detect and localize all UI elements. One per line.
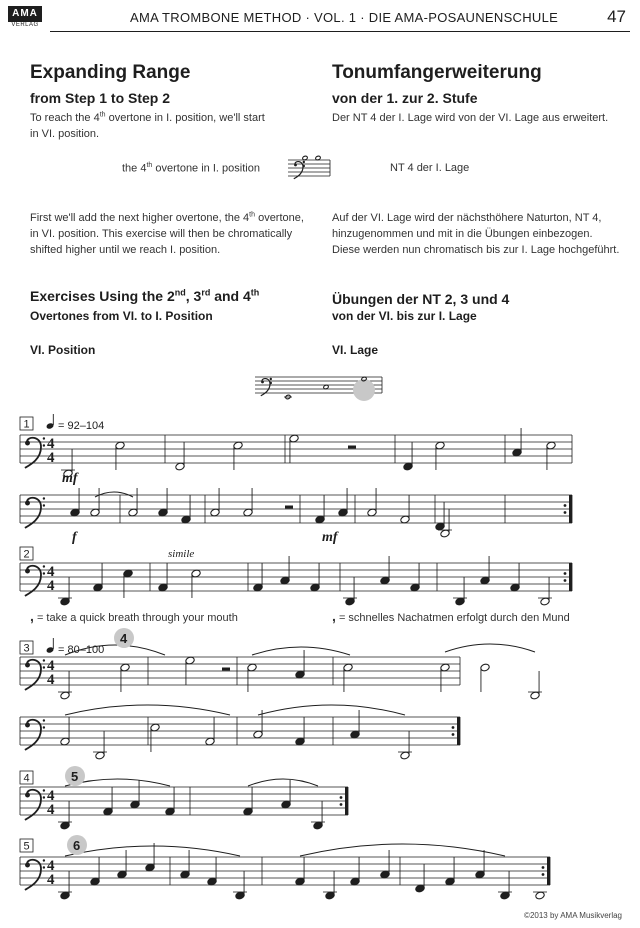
final-barline: [345, 787, 348, 815]
simile-mark: simile: [168, 548, 195, 560]
slur: [248, 779, 318, 786]
slur: [65, 705, 230, 715]
bass-clef-dot: [43, 659, 45, 661]
position-badge-4-label: 4: [120, 631, 128, 646]
note-caption-de: NT 4 der I. Lage: [390, 162, 470, 174]
paragraph-2-de: Auf der VI. Lage wird der nächsthöhere Naturton, NT 4, hinzugenommen und mit in die Übungen einbezogen. Diese werden nun chromatisch bis zur I. Lage hochgeführt.: [332, 212, 620, 256]
bass-clef-dot: [25, 441, 30, 446]
paragraph-2-en: First we'll add the next higher overtone, the 4th overtone, in VI. position. This exercise will then be chromatically shifted higher until we reach I. position.: [30, 211, 304, 256]
position-badge-6-label: 6: [73, 838, 81, 853]
time-signature-top: 4: [47, 564, 55, 580]
repeat-dot: [564, 579, 567, 582]
copyright: ©2013 by AMA Musikverlag: [524, 911, 622, 920]
bass-clef-dot: [43, 444, 45, 446]
bass-clef-dot: [25, 723, 30, 728]
time-signature-top: 4: [47, 858, 55, 874]
position-label-de: VI. Lage: [332, 343, 379, 357]
slur: [258, 705, 405, 715]
exercise-4-number: 4: [23, 772, 30, 785]
logo-subtitle: VERLAG: [11, 22, 39, 28]
breath-legend-en: , = take a quick breath through your mouth: [30, 608, 238, 624]
half-rest: [348, 446, 356, 449]
dynamic-mf-1: mf: [62, 471, 78, 486]
bass-clef-dot: [25, 569, 30, 574]
bass-clef-dot: [25, 863, 30, 868]
half-rest: [222, 668, 230, 671]
bass-clef-dot: [43, 666, 45, 668]
note-caption-en: the 4th overtone in I. position: [122, 162, 260, 175]
exercise-1-number: 1: [23, 418, 30, 431]
repeat-dot: [542, 873, 545, 876]
repeat-dot: [542, 866, 545, 869]
slur: [445, 644, 535, 652]
bass-clef-dot: [43, 866, 45, 868]
time-signature-top: 4: [47, 658, 55, 674]
bass-clef-dot: [43, 796, 45, 798]
bass-clef-dot: [43, 789, 45, 791]
notes-layer: [58, 155, 556, 899]
exercises-heading-de: Übungen der NT 2, 3 und 4: [332, 291, 510, 307]
exercise-3-number: 3: [23, 642, 30, 655]
position-label-en: VI. Position: [30, 343, 96, 357]
bass-clef-dot: [270, 382, 272, 384]
repeat-dot: [340, 796, 343, 799]
bass-clef-dot: [294, 164, 297, 167]
bass-clef-dot: [303, 165, 305, 167]
position-badge-5-label: 5: [71, 769, 79, 784]
intro-paragraph-en: To reach the 4th overtone in I. position, we'll start in VI. position.: [30, 111, 265, 140]
page-number: 47: [607, 7, 626, 26]
final-barline: [457, 717, 460, 745]
slur: [95, 492, 133, 497]
repeat-dot: [564, 511, 567, 514]
bass-clef-dot: [43, 719, 45, 721]
exercise-2-number: 2: [23, 548, 30, 561]
dynamic-f: f: [72, 530, 77, 545]
exercise-5-number: 5: [23, 840, 30, 853]
subheading-step: from Step 1 to Step 2: [30, 90, 171, 106]
slur: [300, 844, 505, 856]
time-signature-bottom: 4: [47, 802, 55, 818]
bass-clef-dot: [43, 572, 45, 574]
repeat-dot: [564, 504, 567, 507]
time-signature-top: 4: [47, 788, 55, 804]
bass-clef-dot: [43, 565, 45, 567]
exercises-subheading-en: Overtones from VI. to I. Position: [30, 309, 213, 323]
bass-clef-dot: [25, 793, 30, 798]
note-head: [480, 663, 490, 672]
tempo-3: = 80–100: [58, 644, 105, 656]
running-header-title: AMA TROMBONE METHOD · VOL. 1 · DIE AMA-POSAUNENSCHULE: [130, 10, 559, 25]
exercises-heading-en: Exercises Using the 2nd, 3rd and 4th: [30, 287, 260, 304]
intro-paragraph-de: Der NT 4 der I. Lage wird von der VI. Lage aus erweitert.: [332, 112, 609, 124]
half-rest: [285, 506, 293, 509]
bass-clef-dot: [43, 859, 45, 861]
heading-tonumfang: Tonumfangerweiterung: [332, 62, 542, 83]
bass-clef-dot: [43, 504, 45, 506]
repeat-dot: [452, 733, 455, 736]
slur: [65, 846, 240, 856]
logo-mark: AMA: [8, 6, 42, 22]
heading-expanding-range: Expanding Range: [30, 62, 191, 83]
final-barline: [547, 857, 550, 885]
bass-clef-dot: [43, 726, 45, 728]
bass-clef-dot: [25, 501, 30, 506]
time-signature-top: 4: [47, 436, 55, 452]
time-signature-bottom: 4: [47, 672, 55, 688]
bass-clef-dot: [43, 497, 45, 499]
bass-clef-dot: [43, 437, 45, 439]
breath-legend-de: , = schnelles Nachatmen erfolgt durch den Mund: [332, 608, 570, 624]
final-barline: [569, 495, 572, 523]
time-signature-bottom: 4: [47, 450, 55, 466]
bass-clef-dot: [261, 381, 264, 384]
bass-clef-dot: [25, 663, 30, 668]
bass-clef-dot: [303, 161, 305, 163]
final-barline: [569, 563, 572, 591]
time-signature-bottom: 4: [47, 578, 55, 594]
repeat-dot: [564, 572, 567, 575]
time-signature-bottom: 4: [47, 872, 55, 888]
repeat-dot: [340, 803, 343, 806]
repeat-dot: [452, 726, 455, 729]
dynamic-mf-2: mf: [322, 530, 338, 545]
subheading-stufe: von der 1. zur 2. Stufe: [332, 90, 478, 106]
tempo-1: = 92–104: [58, 420, 105, 432]
slur: [252, 647, 350, 655]
bass-clef-dot: [270, 378, 272, 380]
exercises-subheading-de: von der VI. bis zur I. Lage: [332, 309, 477, 323]
highlight-circle: [353, 379, 375, 401]
